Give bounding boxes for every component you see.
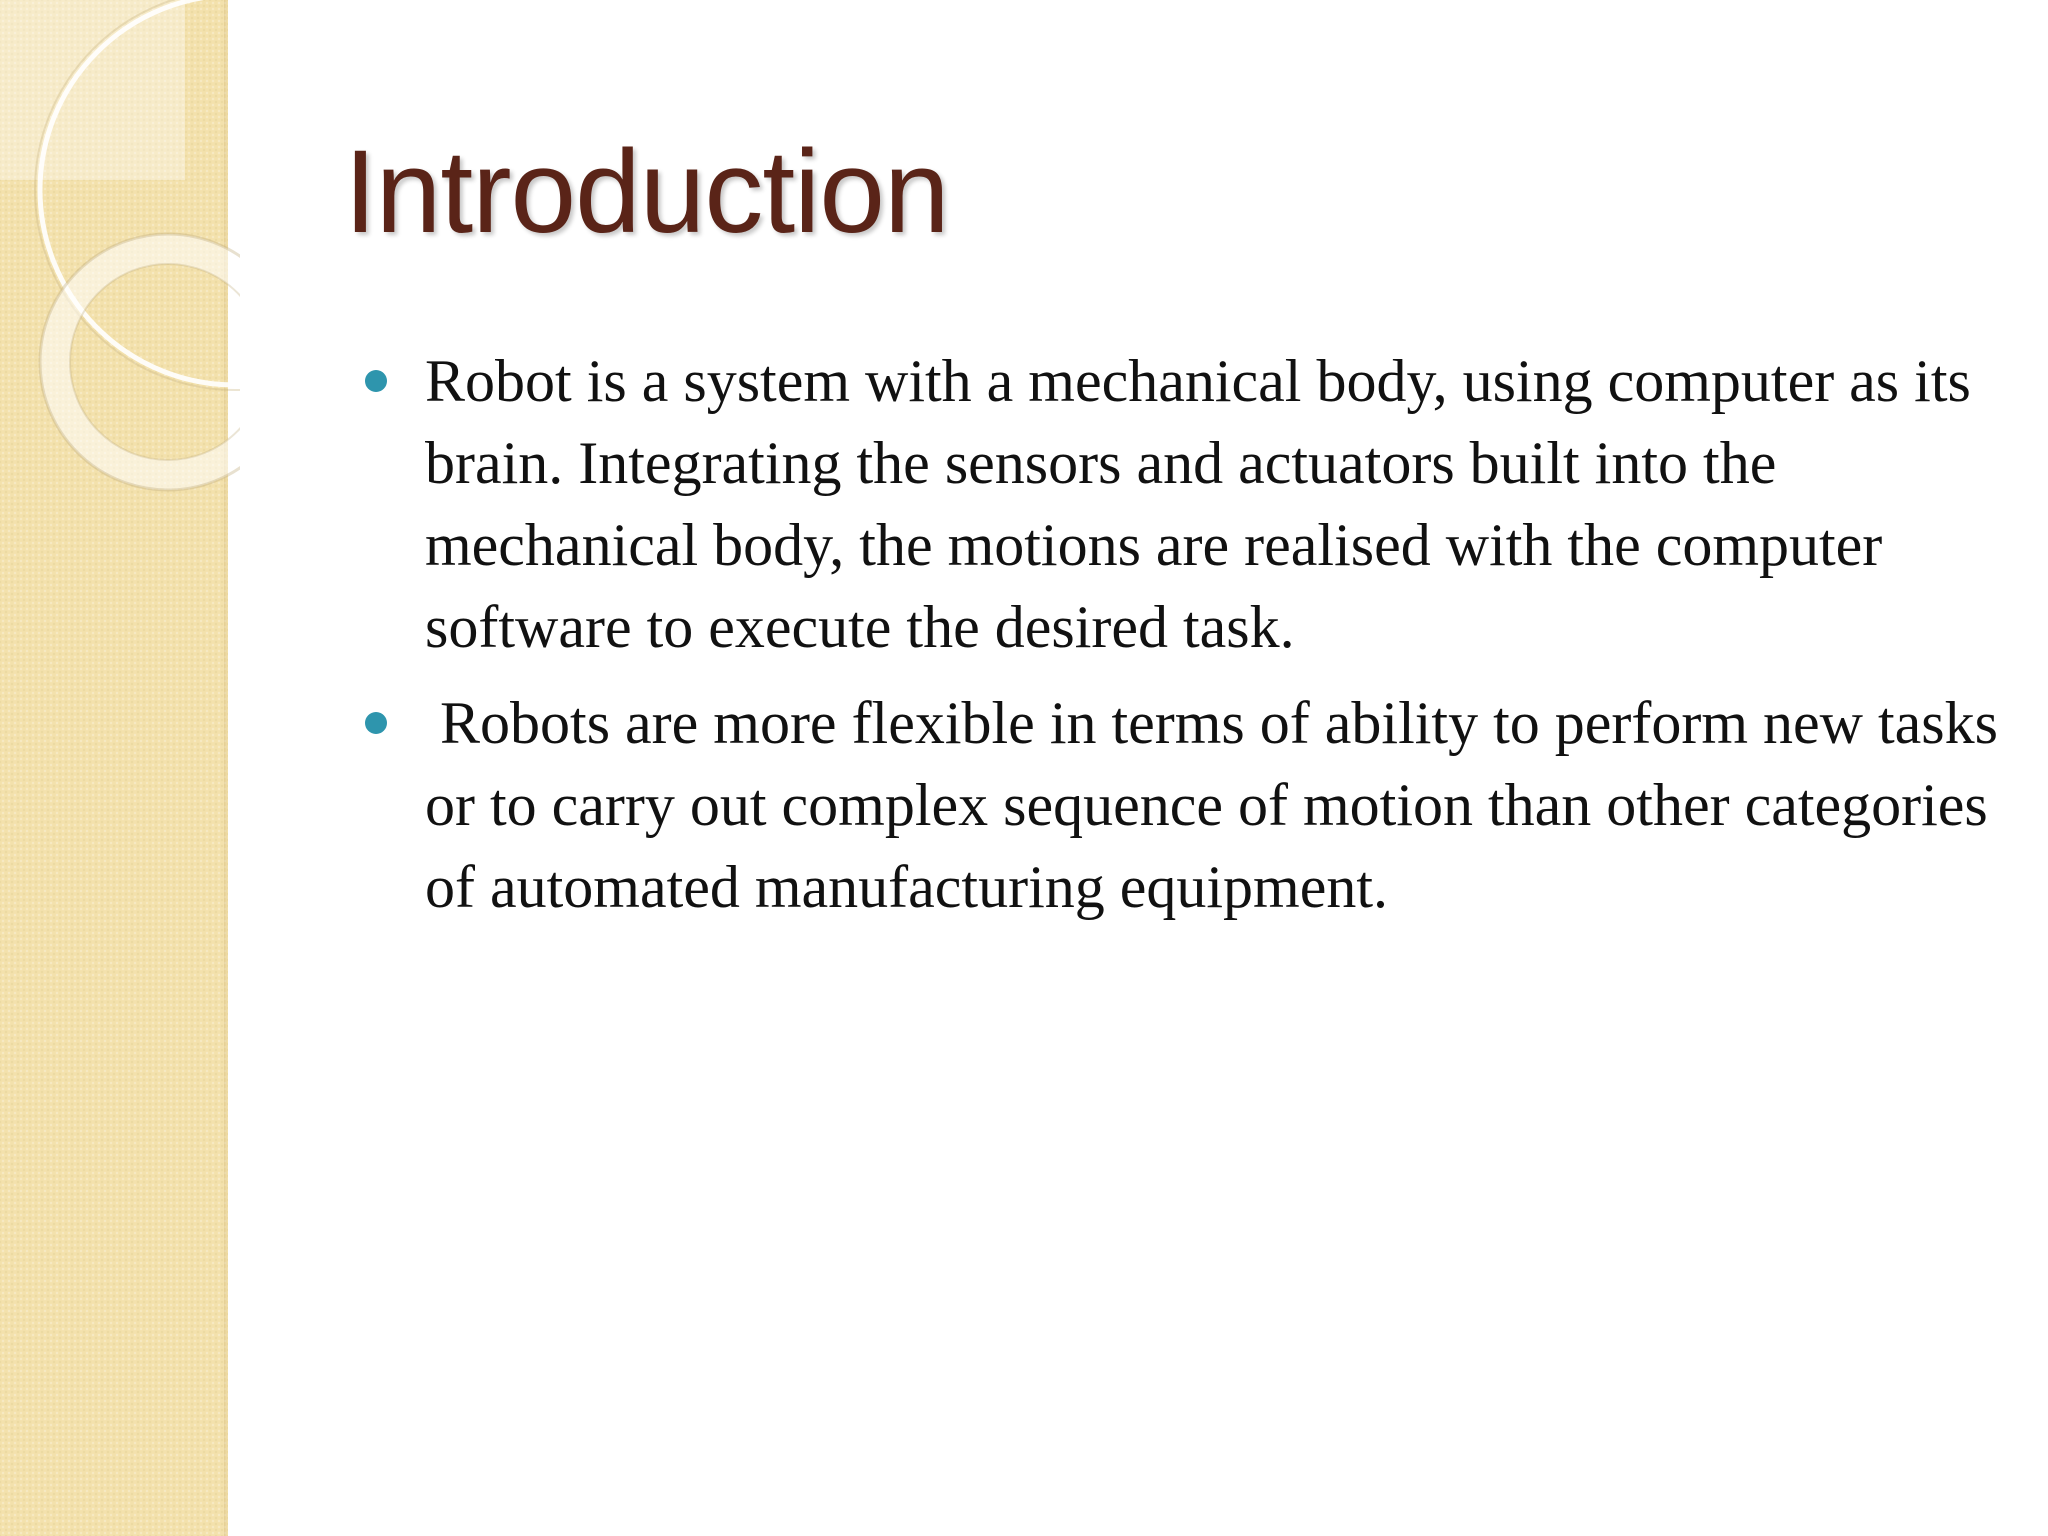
slide-title: Introduction <box>344 126 949 258</box>
list-item <box>365 682 2013 928</box>
bullet-text: Robots are more flexible in terms of ability to perform new tasks or to carry out complex sequence of motion than other categories of automated manufacturing equipment. <box>425 690 2013 920</box>
bullet-dot-icon <box>365 712 387 734</box>
bullet-list <box>365 340 2013 942</box>
bullet-text: Robot is a system with a mechanical body, using computer as its brain. Integrating the sensors and actuators built into the mechanical body, the motions are realised with the computer software to execute the desired task. <box>425 348 1986 660</box>
bullet-dot-icon <box>365 370 387 392</box>
ring-decoration-icon <box>0 0 240 520</box>
list-item <box>365 340 2005 668</box>
